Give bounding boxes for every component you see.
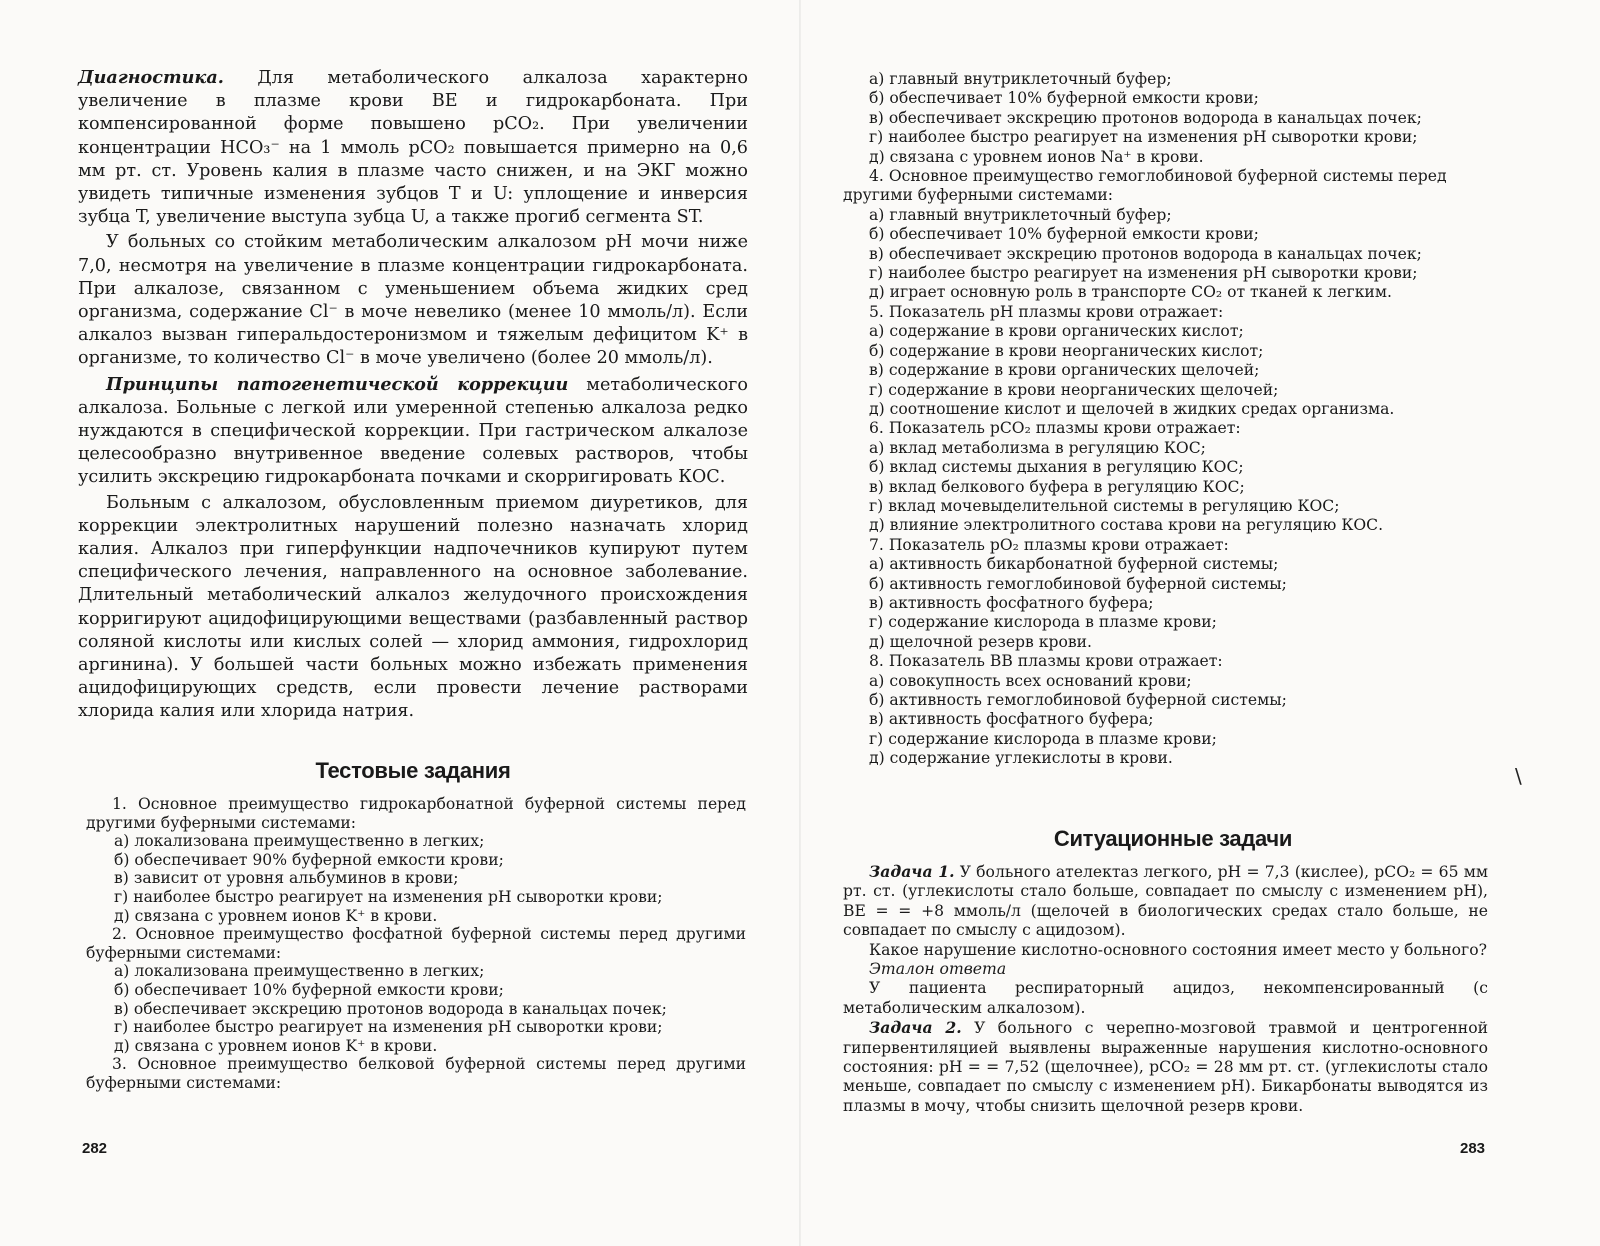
test-question: 3. Основное преимущество белковой буферной системы перед другими буферными системами: — [86, 1055, 746, 1092]
test-question: 7. Показатель pO₂ плазмы крови отражает: — [869, 535, 1229, 554]
answer-heading — [843, 960, 1488, 979]
paragraph-text: Больным с алкалозом, обусловленным приемом диуретиков, для коррекции электролитных нарушений полезно назначать хлорид калия. Алкалоз при гиперфункции надпочечников купируют путем специфического лечения, направленного на основное заболевание. Длительный метаболический алкалоз желудочного происхождения корригируют ацидофицирующими веществами (разбавленный раствор соляной кислоты или кислых солей — хлорид аммония, гидрохлорид аргинина). У большей части больных можно избежать применения ацидофицирующих средств, если провести лечение растворами хлорида калия или хлорида натрия. — [78, 492, 748, 722]
test-option: а) совокупность всех оснований крови; — [869, 671, 1192, 690]
test-option: г) наиболее быстро реагирует на изменения pH сыворотки крови; — [114, 1018, 663, 1037]
paragraph-diuretics — [78, 492, 748, 724]
run-in-heading: Принципы патогенетической коррекции — [106, 373, 569, 395]
paragraph-text: Для метаболического алкалоза характерно увеличение в плазме крови BE и гидрокарбоната. При компенсированной форме повышено pCO₂. При увеличении концентрации HCO₃⁻ на 1 ммоль pCO₂ повышается примерно на 0,6 мм рт. ст. Уровень калия в плазме часто снижен, и на ЭКГ можно увидеть типичные изменения зубцов T и U: уплощение и инверсия зубца T, увеличение выступа зубца U, а также прогиб сегмента ST. — [78, 68, 748, 228]
test-question: 5. Показатель pH плазмы крови отражает: — [869, 302, 1224, 321]
test-question: 8. Показатель BB плазмы крови отражает: — [869, 652, 1223, 671]
test-option: д) связана с уровнем ионов Na⁺ в крови. — [869, 147, 1204, 166]
test-option: б) активность гемоглобиновой буферной системы; — [869, 574, 1287, 593]
test-option: а) активность бикарбонатной буферной системы; — [869, 555, 1279, 574]
test-option: б) содержание в крови неорганических кислот; — [869, 341, 1264, 360]
task-label: Задача 1. — [869, 862, 955, 881]
test-option: б) активность гемоглобиновой буферной системы; — [869, 691, 1287, 709]
task-body: У больного ателектаз легкого, pH = 7,3 (кислее), pCO₂ = 65 мм рт. ст. (углекислоты стало больше, совпадает по смыслу с изменением pH), BE = = +8 ммоль/л (щелочей в биологических средах стало больше, не совпадает по смыслу с ацидозом). — [843, 863, 1488, 940]
test-option: г) содержание кислорода в плазме крови; — [869, 729, 1217, 748]
test-option: в) обеспечивает экскрецию протонов водорода в канальцах почек; — [869, 244, 1422, 263]
section-title-tests-wrap — [78, 758, 748, 784]
paragraph-persistent-alkalosis — [78, 231, 748, 370]
test-option: г) наиболее быстро реагирует на изменения pH сыворотки крови; — [869, 264, 1418, 283]
left-body-text — [78, 66, 748, 724]
task-paragraph — [843, 862, 1488, 941]
test-option: д) щелочной резерв крови. — [869, 632, 1093, 651]
test-option: в) активность фосфатного буфера; — [869, 710, 1154, 729]
run-in-heading: Диагностика. — [78, 67, 224, 88]
test-option: в) зависит от уровня альбуминов в крови; — [114, 869, 459, 888]
test-option: б) обеспечивает 10% буферной емкости крови; — [869, 89, 1259, 108]
test-option: в) обеспечивает экскрецию протонов водорода в канальцах почек; — [114, 999, 667, 1018]
test-option: а) вклад метаболизма в регуляцию КОС; — [869, 438, 1206, 457]
test-option: в) активность фосфатного буфера; — [869, 593, 1154, 612]
answer-label: Эталон ответа — [869, 960, 1007, 979]
test-option: в) содержание в крови органических щелочей; — [869, 361, 1260, 380]
task-text: Какое нарушение кислотно-основного состояния имеет место у больного? — [869, 940, 1487, 959]
paragraph-text: метаболического алкалоза. Больные с легкой или умеренной степенью алкалоза редко нуждаются в специфической коррекции. При гастрическом алкалозе целесообразно внутривенное введение солевых растворов, чтобы усилить экскрецию гидрокарбоната почками и скорригировать КОС. — [78, 374, 748, 488]
test-option: д) соотношение кислот и щелочей в жидких средах организма. — [869, 399, 1395, 418]
test-questions-list — [86, 795, 746, 1093]
paragraph-correction — [78, 373, 748, 490]
test-option: г) содержание в крови неорганических щелочей; — [869, 380, 1279, 399]
test-question: 1. Основное преимущество гидрокарбонатной буферной системы перед другими буферными системами: — [86, 795, 746, 832]
task-text: У пациента респираторный ацидоз, некомпенсированный (с метаболическим алкалозом). — [843, 979, 1488, 1017]
test-option: д) содержание углекислоты в крови. — [869, 749, 1173, 768]
test-question: 2. Основное преимущество фосфатной буферной системы перед другими буферными системами: — [86, 925, 746, 962]
test-option: б) обеспечивает 10% буферной емкости крови; — [114, 980, 504, 999]
test-option: д) играет основную роль в транспорте CO₂ от тканей к легким. — [869, 283, 1392, 302]
test-option: д) связана с уровнем ионов K⁺ в крови. — [114, 906, 438, 925]
situational-tasks — [843, 862, 1488, 1116]
test-option: а) локализована преимущественно в легких; — [114, 962, 485, 981]
test-question: 6. Показатель pCO₂ плазмы крови отражает: — [869, 419, 1241, 438]
page-number-right: 283 — [1460, 1140, 1486, 1157]
test-option: б) обеспечивает 10% буферной емкости крови; — [869, 225, 1259, 244]
test-option: д) влияние электролитного состава крови на регуляцию КОС. — [869, 516, 1384, 535]
test-questions-continued — [843, 70, 1503, 769]
test-option: а) локализована преимущественно в легких; — [114, 832, 485, 851]
test-option: а) содержание в крови органических кислот; — [869, 322, 1244, 341]
test-option: г) вклад мочевыделительной системы в регуляцию КОС; — [869, 496, 1340, 515]
test-option: б) обеспечивает 90% буферной емкости крови; — [114, 850, 504, 869]
test-option: д) связана с уровнем ионов K⁺ в крови. — [114, 1036, 438, 1055]
task-label: Задача 2. — [869, 1018, 962, 1038]
test-option: а) главный внутриклеточный буфер; — [869, 205, 1172, 224]
test-option: г) наиболее быстро реагирует на изменения pH сыворотки крови; — [114, 887, 663, 906]
test-option: в) вклад белкового буфера в регуляцию КОС; — [869, 477, 1245, 496]
task-body: У больного с черепно-мозговой травмой и центрогенной гипервентиляцией выявлены выраженные нарушения кислотно-основного состояния: pH = = 7,52 (щелочнее), pCO₂ = 28 мм рт. ст. (углекислоты стало меньше, совпадает по смыслу с изменением pH). Бикарбонаты выводятся из плазмы в мочу, чтобы снизить щелочной резерв крови. — [843, 1019, 1488, 1115]
test-option: а) главный внутриклеточный буфер; — [869, 70, 1172, 88]
paragraph-diagnostics — [78, 66, 748, 229]
scan-artifact-mark: \ — [1515, 764, 1522, 788]
section-title-tasks: Ситуационные задачи — [1053, 826, 1293, 851]
test-option: г) содержание кислорода в плазме крови; — [869, 613, 1217, 632]
page-number-left: 282 — [82, 1140, 108, 1157]
test-option: в) обеспечивает экскрецию протонов водорода в канальцах почек; — [869, 108, 1422, 127]
test-option: г) наиболее быстро реагирует на изменения pH сыворотки крови; — [869, 128, 1418, 147]
test-option: б) вклад системы дыхания в регуляцию КОС; — [869, 458, 1244, 477]
task-paragraph — [843, 1018, 1488, 1116]
paragraph-text: У больных со стойким метаболическим алкалозом pH мочи ниже 7,0, несмотря на увеличение в плазме концентрации гидрокарбоната. При алкалозе, связанном с уменьшением объема жидких сред организма, содержание Cl⁻ в моче невелико (менее 10 ммоль/л). Если алкалоз вызван гиперальдостеронизмом и тяжелым дефицитом K⁺ в организме, то количество Cl⁻ в моче увеличено (более 20 ммоль/л). — [78, 232, 748, 369]
test-question: 4. Основное преимущество гемоглобиновой буферной системы перед другими буферными системами: — [843, 167, 1447, 205]
section-title-tests: Тестовые задания — [315, 758, 511, 783]
section-title-tasks-wrap — [843, 826, 1503, 852]
